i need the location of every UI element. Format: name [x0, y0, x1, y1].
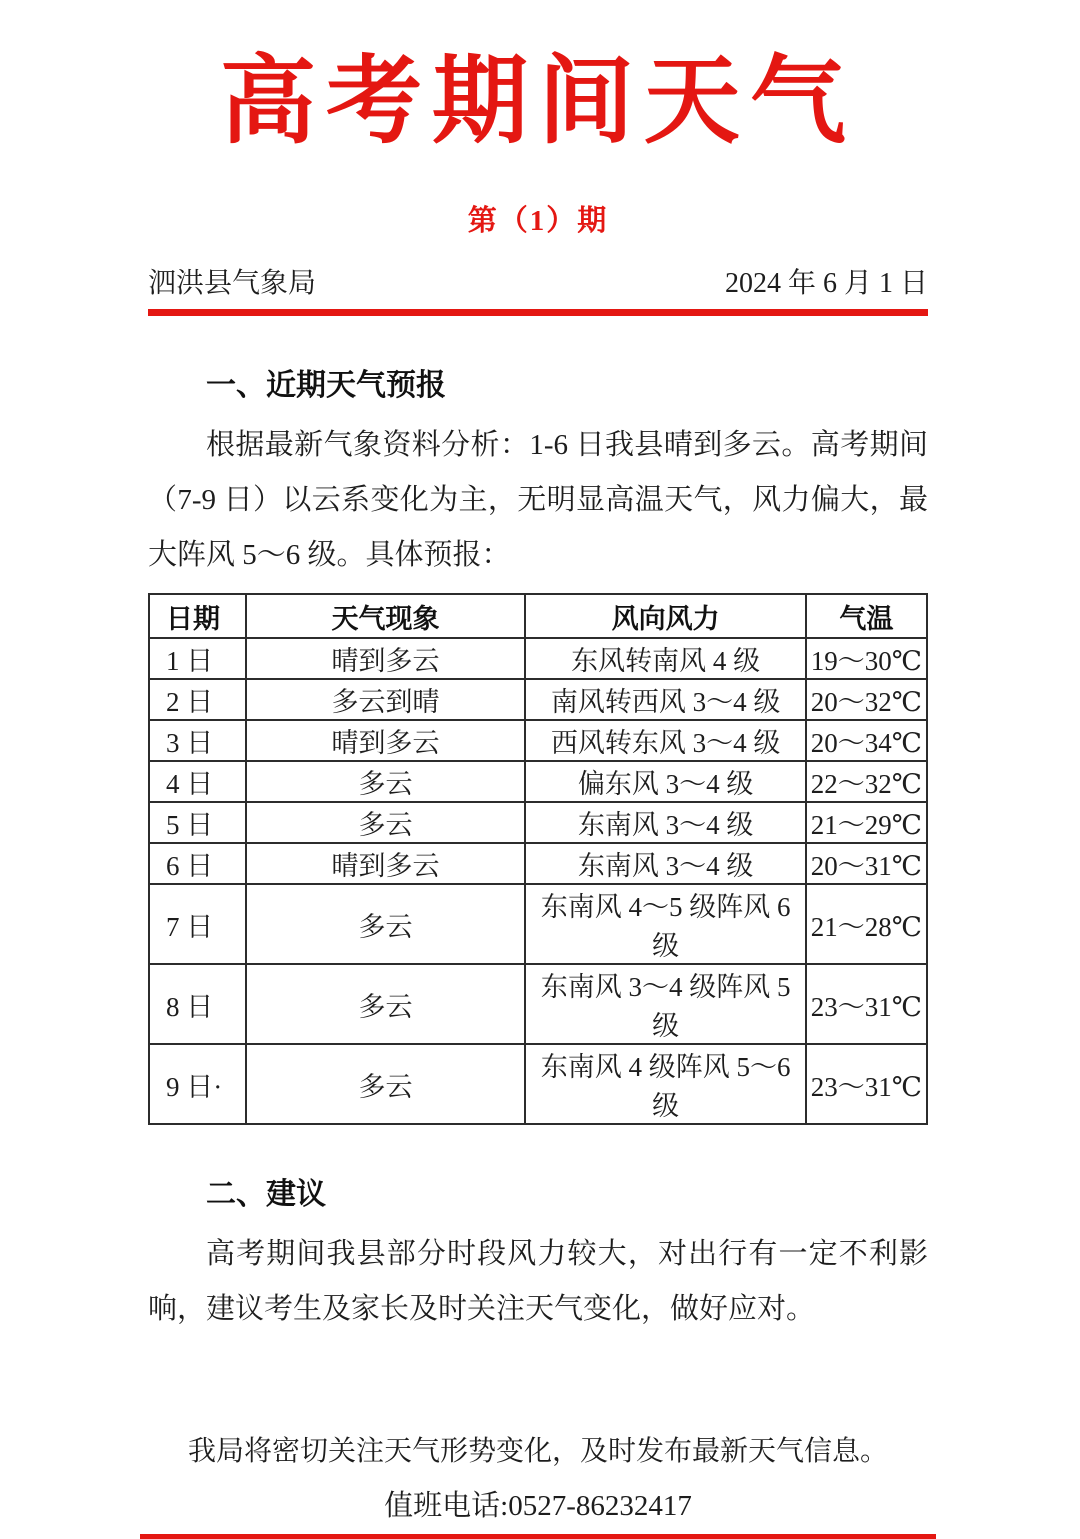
weather-cell: 多云 [246, 802, 526, 843]
table-row [149, 802, 927, 843]
wind-cell: 东南风 3～4 级阵风 5 级 [525, 964, 805, 1044]
weather-cell: 多云 [246, 884, 526, 964]
date-cell: 3 日 [149, 720, 246, 761]
temp-cell: 23～31℃ [806, 964, 927, 1044]
forecast-table-body [149, 638, 927, 1124]
masthead [148, 261, 928, 301]
footer-phone: 值班电话:0527-86232417 [384, 1490, 692, 1522]
header-cell-weather: 天气现象 [246, 594, 526, 638]
weather-bulletin-page [0, 46, 1080, 1522]
section-2-paragraph: 高考期间我县部分时段风力较大，对出行有一定不利影响，建议考生及家长及时关注天气变化，做好应对。 [148, 1238, 928, 1325]
temp-cell: 20～31℃ [806, 843, 927, 884]
weather-cell: 多云 [246, 1044, 526, 1124]
weather-cell: 晴到多云 [246, 638, 526, 679]
wind-cell: 东南风 4 级阵风 5～6 级 [525, 1044, 805, 1124]
table-row [149, 679, 927, 720]
wind-cell: 东风转南风 4 级 [525, 638, 805, 679]
temp-cell: 23～31℃ [806, 1044, 927, 1124]
table-row [149, 884, 927, 964]
wind-cell: 东南风 3～4 级 [525, 802, 805, 843]
section-2-heading: 二、建议 [206, 1178, 326, 1211]
header-cell-temp: 气温 [806, 594, 927, 638]
wind-cell: 西风转东风 3～4 级 [525, 720, 805, 761]
header-cell-date: 日期 [149, 594, 246, 638]
footer-red-rule [140, 1534, 936, 1539]
bulletin-content [148, 46, 928, 1539]
footer-note: 我局将密切关注天气形势变化，及时发布最新天气信息。 [187, 1436, 888, 1467]
table-row [149, 964, 927, 1044]
date-cell: 9 日· [149, 1044, 246, 1124]
wind-cell: 东南风 3～4 级 [525, 843, 805, 884]
forecast-table [148, 593, 928, 1125]
header-cell-wind: 风向风力 [525, 594, 805, 638]
agency-name: 泗洪县气象局 [148, 268, 317, 299]
section-1-heading: 一、近期天气预报 [206, 369, 446, 402]
temp-cell: 21～29℃ [806, 802, 927, 843]
temp-cell: 22～32℃ [806, 761, 927, 802]
wind-cell: 南风转西风 3～4 级 [525, 679, 805, 720]
table-row [149, 843, 927, 884]
forecast-table-head [149, 594, 927, 638]
temp-cell: 20～34℃ [806, 720, 927, 761]
date-cell: 6 日 [149, 843, 246, 884]
section-1-paragraph: 根据最新气象资料分析：1-6 日我县晴到多云。高考期间（7-9 日）以云系变化为主，无明显高温天气，风力偏大，最大阵风 5～6 级。具体预报： [148, 429, 928, 571]
wind-cell: 东南风 4～5 级阵风 6 级 [525, 884, 805, 964]
table-row [149, 720, 927, 761]
table-row [149, 1044, 927, 1124]
date-cell: 4 日 [149, 761, 246, 802]
table-header-row [149, 594, 927, 638]
table-row [149, 761, 927, 802]
weather-cell: 多云到晴 [246, 679, 526, 720]
header-red-rule [148, 309, 928, 316]
date-cell: 8 日 [149, 964, 246, 1044]
weather-cell: 多云 [246, 761, 526, 802]
temp-cell: 21～28℃ [806, 884, 927, 964]
date-cell: 7 日 [149, 884, 246, 964]
issue-date: 2024 年 6 月 1 日 [724, 268, 928, 299]
date-cell: 5 日 [149, 802, 246, 843]
temp-cell: 19～30℃ [806, 638, 927, 679]
date-cell: 1 日 [149, 638, 246, 679]
wind-cell: 偏东风 3～4 级 [525, 761, 805, 802]
weather-cell: 晴到多云 [246, 720, 526, 761]
page-title: 高考期间天气 [220, 48, 856, 155]
temp-cell: 20～32℃ [806, 679, 927, 720]
date-cell: 2 日 [149, 679, 246, 720]
weather-cell: 晴到多云 [246, 843, 526, 884]
table-row [149, 638, 927, 679]
issue-number: 第（1）期 [467, 205, 609, 237]
weather-cell: 多云 [246, 964, 526, 1044]
